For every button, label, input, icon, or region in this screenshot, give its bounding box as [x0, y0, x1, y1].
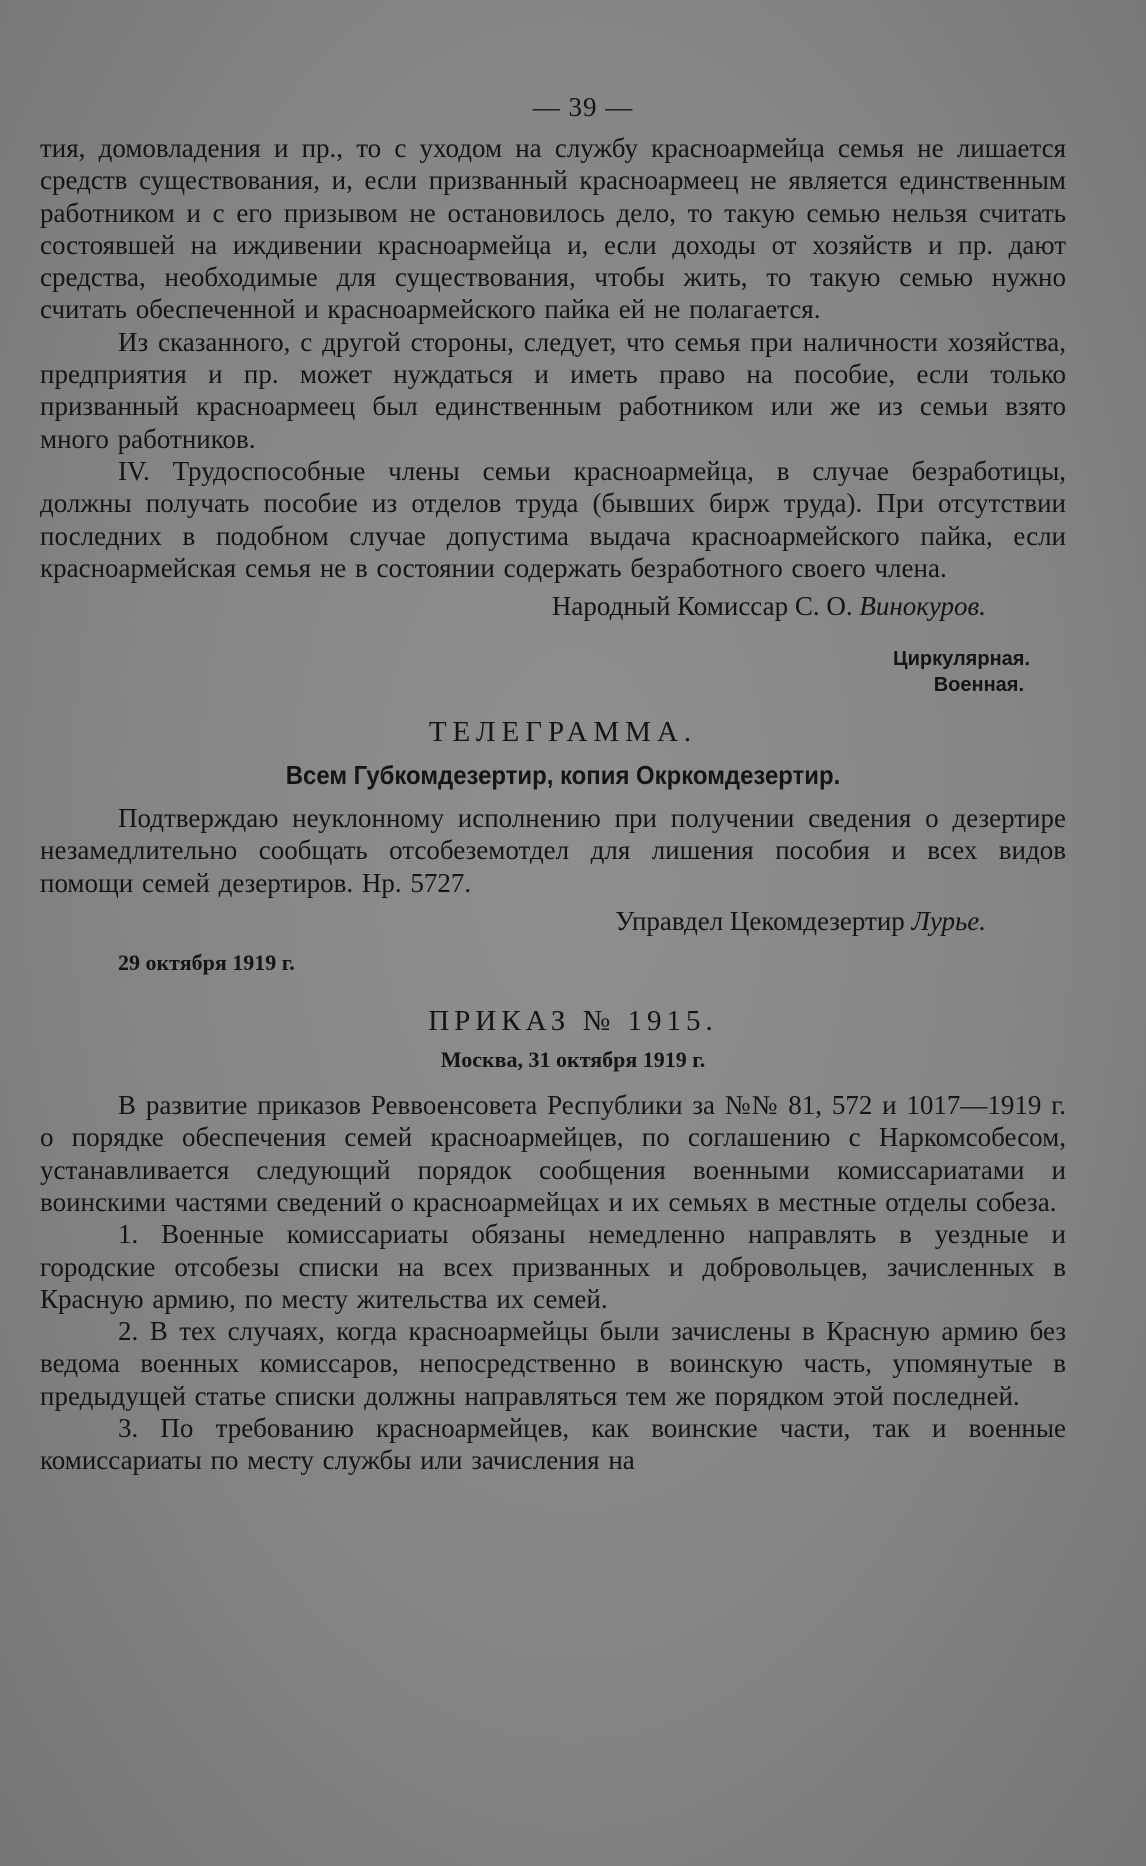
- paragraph-section-iv: IV. Трудоспособные члены семьи красноармейца, в случае безработицы, должны получать пособие из отделов труда (бывших бирж труда). При отсутствии последних в подобном случае допустима выдача красноармейского пайка, если красноармейская семья не в состоянии содержать безработного своего члена.: [40, 455, 1066, 583]
- page-content: [40, 92, 1066, 1477]
- signature-title: Народный Комиссар С. О.: [551, 591, 853, 622]
- telegram-signature: [40, 903, 1066, 939]
- telegram-signature-title: Управдел Цекомдезертир: [615, 906, 905, 937]
- paragraph-consequence: Из сказанного, с другой стороны, следует, что семья при наличности хозяйства, предприятия и пр. может нуждаться и иметь право на пособие, если только призванный красноармеец был единственным работником или же из семьи взято много работников.: [40, 326, 1066, 454]
- order-item-3: 3. По требованию красноармейцев, как воинские части, так и военные комиссариаты по месту службы или зачисления на: [40, 1413, 1066, 1476]
- order-intro: В развитие приказов Реввоенсовета Республики за №№ 81, 572 и 1017—1919 г. о порядке обеспечения семей красноармейцев, по соглашению с Наркомсобесом, устанавливается следующий порядок сообщения военными комиссариатами и воинскими частями сведений о красноармейцах и их семьях в местные отделы собеза.: [40, 1090, 1066, 1217]
- paragraph-continued: тия, домовладения и пр., то с уходом на службу красноармейца семья не лишается средств существования, и, если призванный красноармеец не является единственным работником и с его призывом не остановилось дело, то такую семью нельзя считать состоявшей на иждивении красноармейца и, если доходы от хозяйств и пр. дают средства, необходимые для существования, чтобы жить, то такую семью нужно считать обеспеченной и красноармейского пайка ей не полагается.: [40, 133, 1066, 325]
- telegram-signature-name: Лурье.: [911, 906, 986, 937]
- signature-name: Винокуров.: [859, 591, 986, 622]
- telegram-address: Всем Губкомдезертир, копия Окркомдезертир.: [285, 760, 841, 791]
- order-place-date: Москва, 31 октября 1919 г.: [440, 1047, 706, 1073]
- telegram-heading: ТЕЛЕГРАММА.: [428, 716, 698, 749]
- stamp-military: Военная.: [933, 674, 1024, 697]
- page-number: — 39 —: [532, 92, 634, 122]
- order-item-1: 1. Военные комиссариаты обязаны немедленно направлять в уездные и городские отсобезы списки на всех призванных и добровольцев, зачисленных в Красную армию, по месту жительства их семей.: [40, 1219, 1066, 1314]
- telegram-stamp: [40, 646, 1066, 698]
- telegram-body: Подтверждаю неуклонному исполнению при получении сведения о дезертире незамедлительно сообщать отсобеземотдел для лишения пособия и всех видов помощи семей дезертиров. Нр. 5727.: [40, 803, 1066, 898]
- telegram-date: 29 октября 1919 г.: [118, 950, 295, 976]
- stamp-circular: Циркулярная.: [892, 648, 1030, 671]
- order-item-2: 2. В тех случаях, когда красноармейцы были зачислены в Красную армию без ведома военных комиссаров, непосредственно в воинскую часть, упомянутые в предыдущей статье списки должны направляться тем же порядком этой последней.: [40, 1316, 1066, 1411]
- commissar-signature: [40, 588, 1066, 624]
- order-heading: ПРИКАЗ № 1915.: [428, 1005, 718, 1038]
